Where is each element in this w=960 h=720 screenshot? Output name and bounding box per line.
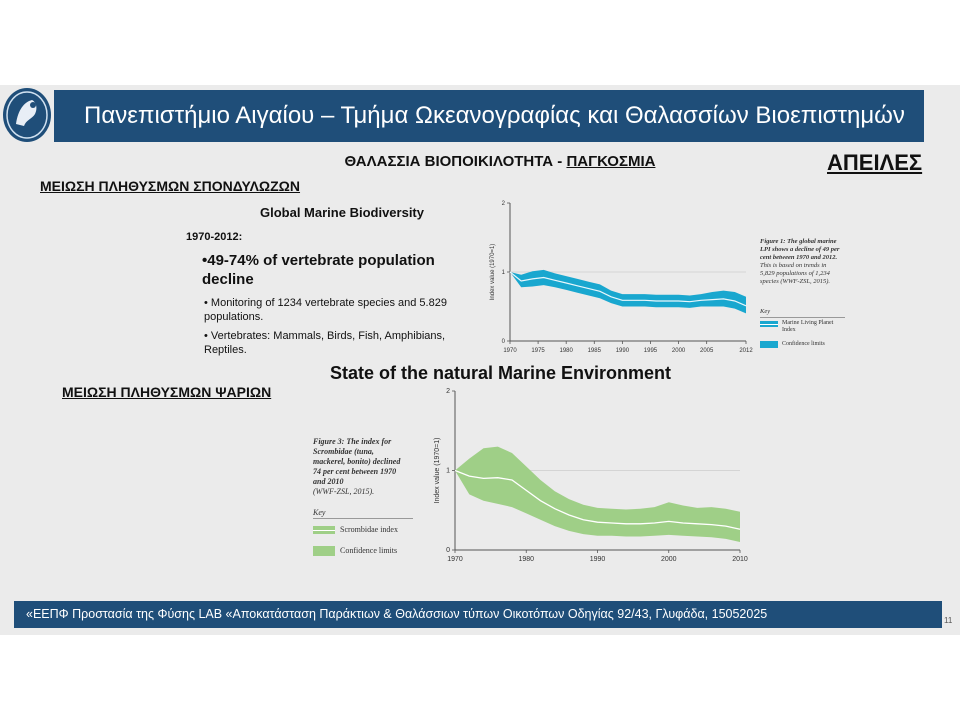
y-tick-label: 0 — [501, 339, 505, 345]
x-tick-label: 2000 — [660, 556, 677, 563]
x-tick-label: 2010 — [732, 556, 748, 563]
section-fish-decline: ΜΕΙΩΣΗ ΠΛΗΘΥΣΜΩΝ ΨΑΡΙΩΝ — [62, 384, 272, 400]
y-axis-label: Index value (1970=1) — [490, 243, 496, 301]
x-tick-label: 2005 — [699, 348, 714, 354]
x-tick-label: 1970 — [503, 348, 517, 354]
scombridae-legend-index: Scrombidae index — [340, 525, 398, 534]
decline-bullet: •49-74% of vertebrate population decline — [202, 252, 435, 288]
slide-title-left: ΘΑΛΑΣΣΙΑ ΒΙΟΠΟΙΚΙΛΟΤΗΤΑ - — [344, 153, 567, 170]
footer-bar: «ΕΕΠΦ Προστασία της Φύσης LAB «Αποκατάσταση Παράκτιων & Θαλάσσιων τύπων Οικοτόπων Οδηγίας 92/43, Γλυφάδα, 15052025 — [14, 601, 942, 628]
global-biodiversity-title: Global Marine Biodiversity — [260, 205, 424, 220]
scombridae-caption-body: (WWF-ZSL, 2015). — [313, 487, 375, 496]
x-tick-label: 2012 — [739, 348, 753, 354]
scombridae-key-title: Key — [313, 508, 326, 517]
y-tick-label: 1 — [446, 467, 450, 475]
x-tick-label: 1980 — [559, 348, 573, 354]
x-tick-label: 1990 — [589, 556, 606, 563]
lpi-legend-conf: Confidence limits — [782, 341, 825, 347]
confidence-band — [455, 447, 740, 542]
y-tick-label: 0 — [446, 547, 450, 554]
lpi-caption-body: This is based on trends in 5,829 populations of 1,234 species (WWF-ZSL, 2015). — [760, 262, 831, 285]
scombridae-caption-title: Figure 3: The index for Scrombidae (tuna, mackerel, bonito) declined 74 per cent between 1970 and 2010 — [313, 437, 401, 486]
x-tick-label: 1970 — [447, 556, 463, 563]
x-tick-label: 1980 — [518, 556, 535, 563]
lpi-key-title: Key — [760, 308, 771, 315]
state-title: State of the natural Marine Environment — [330, 363, 672, 383]
y-tick-label: 2 — [501, 201, 505, 207]
slide-title-right: ΠΑΓΚΟΣΜΙΑ — [566, 153, 656, 170]
scombridae-key-divider — [313, 518, 413, 519]
x-tick-label: 1985 — [587, 348, 601, 354]
x-tick-label: 1990 — [615, 348, 630, 354]
x-tick-label: 1995 — [643, 348, 658, 354]
scombridae-caption — [313, 437, 408, 497]
x-tick-label: 1975 — [531, 348, 545, 354]
monitoring-bullet: • Monitoring of 1234 vertebrate species and 5.829 populations. — [204, 297, 447, 323]
section-vertebrate-decline: ΜΕΙΩΣΗ ΠΛΗΘΥΣΜΩΝ ΣΠΟΝΔΥΛΩΖΩΝ — [40, 178, 301, 194]
y-tick-label: 2 — [446, 388, 450, 395]
y-axis-label: Index value (1970=1) — [434, 437, 441, 504]
scombridae-legend-conf: Confidence limits — [340, 546, 398, 555]
x-tick-label: 2000 — [671, 348, 686, 354]
period-label: 1970-2012: — [186, 231, 243, 243]
y-tick-label: 1 — [501, 270, 505, 276]
header-title: Πανεπιστήμιο Αιγαίου – Τμήμα Ωκεανογραφίας και Θαλασσίων Βιοεπιστημών — [54, 90, 924, 142]
lpi-legend-index: Marine Living Planet Index — [782, 320, 834, 333]
scombridae-legend-swatch — [313, 526, 335, 534]
vertebrates-bullet: • Vertebrates: Mammals, Birds, Fish, Amphibians, Reptiles. — [204, 330, 446, 356]
scombridae-legend-conf-swatch — [313, 546, 335, 556]
lpi-caption-title: Figure 1: The global marine LPI shows a decline of 49 per cent between 1970 and 2012. — [760, 238, 840, 261]
threats-heading: ΑΠΕΙΛΕΣ — [827, 150, 923, 175]
page-number: 11 — [944, 616, 953, 625]
